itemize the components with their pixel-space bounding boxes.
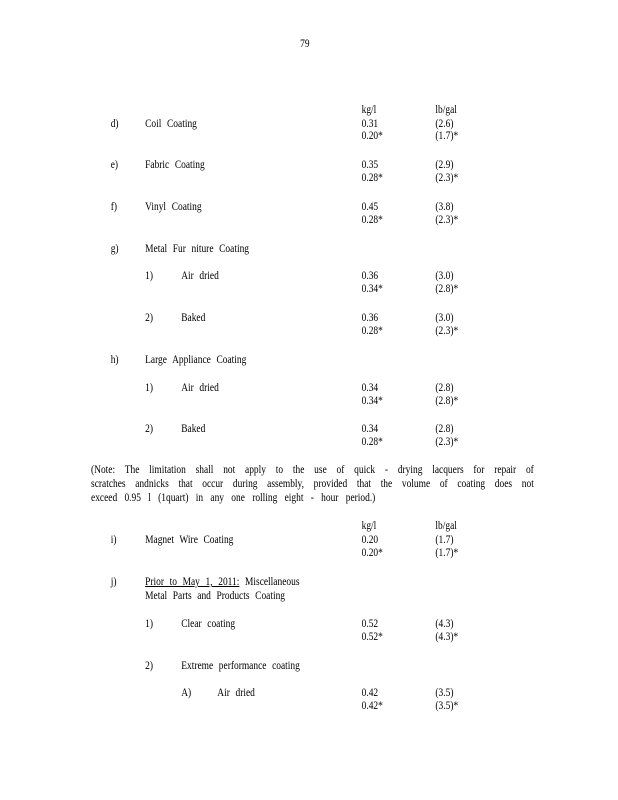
value-lb-gal-alt: (2.3)* [435, 325, 459, 337]
item-label-misc: Miscellaneous [239, 576, 300, 588]
value-kg-l-alt: 0.42* [361, 700, 383, 712]
item-label-coil-coating: Coil Coating [145, 118, 197, 130]
item-letter: d) [110, 118, 119, 130]
subitem-number: 2) [145, 660, 154, 672]
value-kg-l-alt: 0.20* [361, 547, 383, 559]
subitem-label-air-dried: Air dried [181, 270, 219, 282]
unit-header-lb-per-gal: lb/gal [435, 104, 457, 116]
value-lb-gal: (2.9) [435, 159, 454, 171]
unit-header-lb-per-gal: lb/gal [435, 520, 457, 532]
subitem-number: 2) [145, 312, 154, 324]
value-kg-l-alt: 0.52* [361, 631, 383, 643]
value-kg-l-alt: 0.28* [361, 214, 383, 226]
value-kg-l: 0.20 [361, 534, 379, 546]
page-number: 79 [300, 38, 310, 50]
item-letter: g) [110, 243, 119, 255]
item-label-date-qualifier: Prior to May 1, 2011: [145, 576, 240, 588]
item-label-misc-metal-parts-line2: Metal Parts and Products Coating [145, 590, 286, 602]
subitem-label-baked: Baked [181, 312, 206, 324]
item-letter: i) [110, 534, 117, 546]
subitem-letter: A) [181, 687, 192, 699]
value-lb-gal: (3.0) [435, 312, 454, 324]
subitem-label-baked: Baked [181, 423, 206, 435]
value-kg-l: 0.35 [361, 159, 379, 171]
item-label-vinyl-coating: Vinyl Coating [145, 201, 202, 213]
value-lb-gal: (3.5) [435, 687, 454, 699]
value-kg-l: 0.52 [361, 618, 379, 630]
note-paragraph: (Note: The limitation shall not apply to the use of quick - drying lacquers for repair of scratches andnicks that occur during assembly, provided that the volume of coating does not exceed 0.95 l (1quart) in any one rolling eight - hour period.) [91, 464, 534, 504]
value-lb-gal: (3.8) [435, 201, 454, 213]
value-lb-gal-alt: (2.3)* [435, 436, 459, 448]
value-lb-gal-alt: (4.3)* [435, 631, 459, 643]
item-label-metal-furniture-coating: Metal Fur niture Coating [145, 243, 250, 255]
value-kg-l-alt: 0.34* [361, 395, 383, 407]
item-letter: f) [110, 201, 117, 213]
value-kg-l: 0.36 [361, 312, 379, 324]
value-lb-gal: (2.6) [435, 118, 454, 130]
value-kg-l: 0.45 [361, 201, 379, 213]
value-kg-l-alt: 0.28* [361, 436, 383, 448]
subitem-label-clear-coating: Clear coating [181, 618, 236, 630]
value-lb-gal-alt: (2.8)* [435, 395, 459, 407]
subitem-label-air-dried: Air dried [217, 687, 255, 699]
value-lb-gal: (4.3) [435, 618, 454, 630]
value-lb-gal-alt: (2.8)* [435, 283, 459, 295]
item-letter: j) [110, 576, 117, 588]
item-letter: e) [110, 159, 119, 171]
item-letter: h) [110, 354, 119, 366]
value-kg-l-alt: 0.20* [361, 130, 383, 142]
subitem-number: 1) [145, 618, 154, 630]
subitem-number: 1) [145, 382, 154, 394]
value-kg-l: 0.34 [361, 382, 379, 394]
subitem-number: 2) [145, 423, 154, 435]
value-lb-gal: (3.0) [435, 270, 454, 282]
value-kg-l: 0.42 [361, 687, 379, 699]
subitem-label-air-dried: Air dried [181, 382, 219, 394]
value-kg-l: 0.34 [361, 423, 379, 435]
value-lb-gal: (1.7) [435, 534, 454, 546]
value-lb-gal-alt: (1.7)* [435, 130, 459, 142]
value-lb-gal-alt: (2.3)* [435, 214, 459, 226]
item-label-fabric-coating: Fabric Coating [145, 159, 205, 171]
unit-header-kg-per-liter: kg/l [361, 104, 377, 116]
value-lb-gal: (2.8) [435, 423, 454, 435]
value-lb-gal-alt: (1.7)* [435, 547, 459, 559]
value-lb-gal: (2.8) [435, 382, 454, 394]
item-label-magnet-wire-coating: Magnet Wire Coating [145, 534, 234, 546]
unit-header-kg-per-liter: kg/l [361, 520, 377, 532]
value-lb-gal-alt: (2.3)* [435, 172, 459, 184]
value-kg-l: 0.36 [361, 270, 379, 282]
item-label-misc-metal-parts [145, 575, 299, 589]
value-lb-gal-alt: (3.5)* [435, 700, 459, 712]
value-kg-l: 0.31 [361, 118, 379, 130]
subitem-number: 1) [145, 270, 154, 282]
value-kg-l-alt: 0.28* [361, 172, 383, 184]
subitem-label-extreme-performance-coating: Extreme performance coating [181, 660, 300, 672]
item-label-large-appliance-coating: Large Appliance Coating [145, 354, 247, 366]
value-kg-l-alt: 0.28* [361, 325, 383, 337]
value-kg-l-alt: 0.34* [361, 283, 383, 295]
